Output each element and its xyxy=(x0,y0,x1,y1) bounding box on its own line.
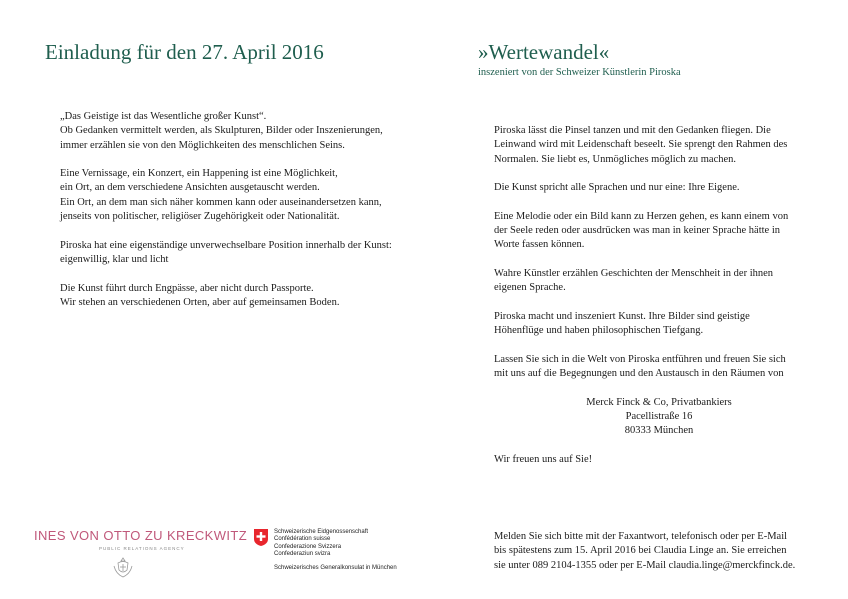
left-text-column xyxy=(60,110,392,310)
text-line: mit uns auf die Begegnungen und den Austausch in den Räumen von xyxy=(494,368,784,380)
exhibition-title: »Wertewandel« xyxy=(478,40,610,64)
venue-address xyxy=(494,396,824,439)
ines-logo-tagline: PUBLIC RELATIONS AGENCY xyxy=(99,546,185,551)
text-line: eigenwillig, klar und licht xyxy=(60,253,169,265)
swiss-shield-icon xyxy=(254,529,268,546)
swiss-name-line: Schweizerische Eidgenossenschaft xyxy=(274,529,369,535)
closing-line: Wir freuen uns auf Sie! xyxy=(494,453,593,465)
ines-logo xyxy=(34,528,247,551)
swiss-names xyxy=(274,529,368,558)
text-line: Ob Gedanken vermittelt werden, als Skulpturen, Bilder oder Inszenierungen, xyxy=(60,125,383,137)
text-line: eigenen Sprache. xyxy=(494,282,566,294)
text-line: Wir stehen an verschiedenen Orten, aber auf gemeinsamen Boden. xyxy=(60,296,340,308)
text-line: Wahre Künstler erzählen Geschichten der Menschheit in der ihnen xyxy=(494,267,774,279)
text-line: Normalen. Sie liebt es, Unmögliches möglich zu machen. xyxy=(494,153,737,165)
text-line: sie unter 089 2104-1355 oder per E-Mail claudia.linge@merckfinck.de. xyxy=(494,559,796,571)
text-line: bis spätestens zum 15. April 2016 bei Claudia Linge an. Sie erreichen xyxy=(494,545,787,557)
text-line: Die Kunst spricht alle Sprachen und nur eine: Ihre Eigene. xyxy=(494,182,740,194)
text-line: jenseits von politischer, religiöser Zugehörigkeit oder Nationalität. xyxy=(60,211,340,223)
invitation-title: Einladung für den 27. April 2016 xyxy=(45,40,324,64)
exhibition-subtitle: inszeniert von der Schweizer Künstlerin Piroska xyxy=(478,67,681,78)
text-line: Piroska hat eine eigenständige unverwechselbare Position innerhalb der Kunst: xyxy=(60,239,392,251)
text-line: der Seele reden oder ausdrücken was man in keiner Sprache hätte in xyxy=(494,225,781,237)
text-line: Eine Vernissage, ein Konzert, ein Happening ist eine Möglichkeit, xyxy=(60,168,338,180)
swiss-name-line: Confederaziun svizra xyxy=(274,550,331,557)
address-line: Pacellistraße 16 xyxy=(625,410,693,422)
crest-icon xyxy=(110,556,136,580)
text-line: Die Kunst führt durch Engpässe, aber nicht durch Passporte. xyxy=(60,282,314,294)
swiss-name-line: Confédération suisse xyxy=(274,536,331,543)
swiss-name-line: Confederazione Svizzera xyxy=(274,543,342,550)
text-line: Worte fassen können. xyxy=(494,239,585,251)
text-line: Piroska macht und inszeniert Kunst. Ihre Bilder sind geistige xyxy=(494,310,750,322)
ines-logo-name: INES VON OTTO ZU KRECKWITZ xyxy=(34,528,248,543)
consulate-name: Schweizerisches Generalkonsulat in München xyxy=(274,565,397,571)
text-line: Leinwand wird mit Leidenschaft beseelt. Sie sprengt den Rahmen des xyxy=(494,139,788,151)
text-line: Melden Sie sich bitte mit der Faxantwort, telefonisch oder per E-Mail xyxy=(494,531,788,542)
address-line: 80333 München xyxy=(624,425,694,437)
right-text-column xyxy=(494,124,824,467)
rsvp-note xyxy=(494,530,795,573)
text-line: „Das Geistige ist das Wesentliche großer Kunst“. xyxy=(60,111,267,122)
text-line: Piroska lässt die Pinsel tanzen und mit den Gedanken fliegen. Die xyxy=(494,125,771,136)
text-line: immer erzählen sie von den Möglichkeiten des menschlichen Seins. xyxy=(60,139,345,151)
text-line: Eine Melodie oder ein Bild kann zu Herzen gehen, es kann einem von xyxy=(494,210,789,222)
text-line: Ein Ort, an dem man sich näher kommen kann oder auseinandersetzen kann, xyxy=(60,196,382,208)
text-line: ein Ort, an dem verschiedene Ansichten ausgetauscht werden. xyxy=(60,182,320,194)
text-line: Lassen Sie sich in die Welt von Piroska entführen und freuen Sie sich xyxy=(494,353,786,365)
address-line: Merck Finck & Co, Privatbankiers xyxy=(586,396,732,408)
text-line: Höhenflüge und haben philosophischen Tiefgang. xyxy=(494,325,704,337)
